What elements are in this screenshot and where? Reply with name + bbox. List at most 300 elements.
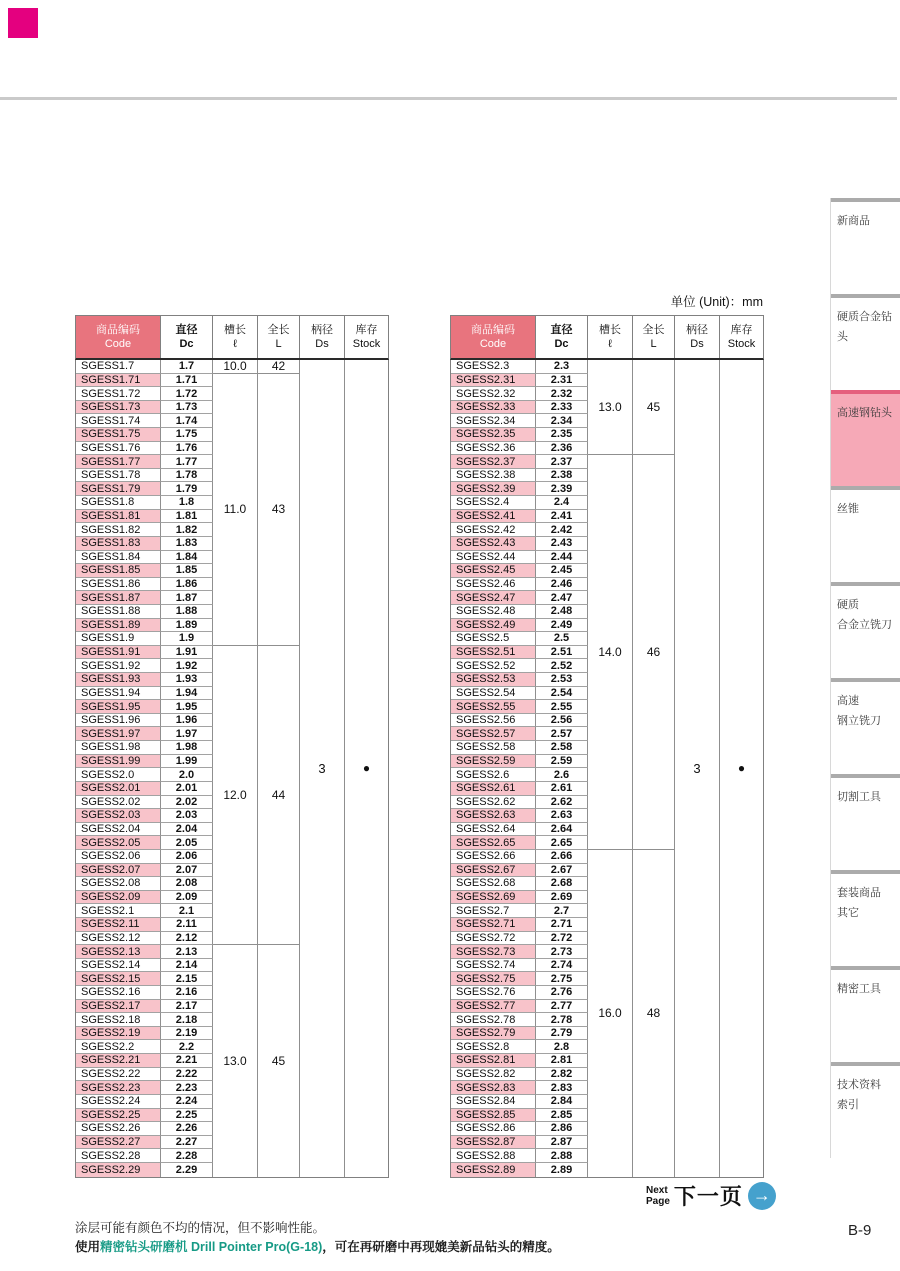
code-cell: SGESS2.59 — [451, 755, 536, 769]
diameter-cell: 2.39 — [536, 482, 588, 496]
diameter-cell: 2.73 — [536, 945, 588, 959]
diameter-cell: 2.44 — [536, 551, 588, 565]
diameter-cell: 2.22 — [161, 1068, 213, 1082]
diameter-cell: 2.21 — [161, 1054, 213, 1068]
code-cell: SGESS2.7 — [451, 904, 536, 918]
code-cell: SGESS2.72 — [451, 932, 536, 946]
overall-length-cell: 45 — [258, 945, 300, 1176]
sidebar-item-高速钢钻头[interactable] — [831, 390, 900, 486]
code-cell: SGESS2.21 — [76, 1054, 161, 1068]
diameter-cell: 2.65 — [536, 836, 588, 850]
flute-length-cell: 12.0 — [213, 646, 258, 945]
table-body — [450, 360, 764, 1178]
diameter-cell: 2.37 — [536, 455, 588, 469]
code-cell: SGESS2.8 — [451, 1040, 536, 1054]
diameter-cell: 2.07 — [161, 864, 213, 878]
code-cell: SGESS2.4 — [451, 496, 536, 510]
diameter-cell: 2.17 — [161, 1000, 213, 1014]
diameter-cell: 1.74 — [161, 414, 213, 428]
code-cell: SGESS2.29 — [76, 1163, 161, 1177]
code-cell: SGESS1.93 — [76, 673, 161, 687]
diameter-cell: 2.41 — [536, 510, 588, 524]
diameter-cell: 2.09 — [161, 891, 213, 905]
diameter-cell: 2.68 — [536, 877, 588, 891]
overall-length-cell: 48 — [633, 850, 675, 1177]
code-cell: SGESS2.63 — [451, 809, 536, 823]
stock-cell: ● — [362, 761, 371, 776]
diameter-cell: 2.14 — [161, 959, 213, 973]
diameter-cell: 2.62 — [536, 796, 588, 810]
code-cell: SGESS1.79 — [76, 482, 161, 496]
sidebar-item-label: 新商品 — [837, 215, 870, 227]
diameter-cell: 2.24 — [161, 1095, 213, 1109]
diameter-cell: 2.12 — [161, 932, 213, 946]
diameter-cell: 2.87 — [536, 1136, 588, 1150]
code-cell: SGESS2.16 — [76, 986, 161, 1000]
diameter-cell: 2.15 — [161, 972, 213, 986]
code-cell: SGESS2.6 — [451, 768, 536, 782]
category-sidebar — [830, 198, 900, 1158]
diameter-cell: 2.7 — [536, 904, 588, 918]
diameter-cell: 2.32 — [536, 387, 588, 401]
code-cell: SGESS1.98 — [76, 741, 161, 755]
code-cell: SGESS1.71 — [76, 374, 161, 388]
sidebar-item-label: 硬质 合金立铣刀 — [837, 599, 892, 631]
code-cell: SGESS2.84 — [451, 1095, 536, 1109]
code-cell: SGESS2.74 — [451, 959, 536, 973]
code-cell: SGESS2.86 — [451, 1122, 536, 1136]
diameter-cell: 1.7 — [161, 360, 213, 374]
diameter-cell: 1.92 — [161, 659, 213, 673]
diameter-cell: 2.34 — [536, 414, 588, 428]
sidebar-item-硬质合金钻头[interactable] — [831, 294, 900, 390]
diameter-cell: 2.48 — [536, 605, 588, 619]
arrow-right-icon: → — [752, 1185, 771, 1205]
code-cell: SGESS2.43 — [451, 537, 536, 551]
diameter-cell: 1.73 — [161, 401, 213, 415]
diameter-cell: 2.85 — [536, 1109, 588, 1123]
brand-mark — [8, 8, 38, 38]
diameter-cell: 2.3 — [536, 360, 588, 374]
diameter-cell: 1.88 — [161, 605, 213, 619]
diameter-cell: 2.79 — [536, 1027, 588, 1041]
diameter-cell: 1.8 — [161, 496, 213, 510]
column-header-overall-length: 全长 L — [258, 316, 300, 358]
diameter-cell: 2.36 — [536, 442, 588, 456]
diameter-cell: 2.88 — [536, 1149, 588, 1163]
diameter-cell: 2.27 — [161, 1136, 213, 1150]
diameter-cell: 2.51 — [536, 646, 588, 660]
diameter-cell: 2.5 — [536, 632, 588, 646]
code-cell: SGESS2.07 — [76, 864, 161, 878]
sidebar-item-精密工具[interactable] — [831, 966, 900, 1062]
code-cell: SGESS1.89 — [76, 619, 161, 633]
code-cell: SGESS2.2 — [76, 1040, 161, 1054]
diameter-cell: 2.67 — [536, 864, 588, 878]
diameter-cell: 1.96 — [161, 714, 213, 728]
code-cell: SGESS2.33 — [451, 401, 536, 415]
code-cell: SGESS2.49 — [451, 619, 536, 633]
overall-length-cell: 46 — [633, 455, 675, 850]
code-cell: SGESS1.75 — [76, 428, 161, 442]
sidebar-item-硬质合金立铣刀[interactable] — [831, 582, 900, 678]
column-header-dc: 直径 Dc — [161, 316, 213, 358]
column-header-code: 商品编码 Code — [451, 316, 536, 358]
diameter-cell: 2.29 — [161, 1163, 213, 1177]
code-cell: SGESS1.97 — [76, 727, 161, 741]
code-cell: SGESS2.17 — [76, 1000, 161, 1014]
footer-note-1: 涂层可能有颜色不均的情况，但不影响性能。 — [75, 1221, 326, 1235]
code-cell: SGESS2.09 — [76, 891, 161, 905]
code-cell: SGESS2.26 — [76, 1122, 161, 1136]
column-header-flute-length: 槽长 ℓ — [588, 316, 633, 358]
overall-length-cell: 44 — [258, 646, 300, 945]
code-cell: SGESS2.34 — [451, 414, 536, 428]
column-header-flute-length: 槽长 ℓ — [213, 316, 258, 358]
diameter-cell: 2.35 — [536, 428, 588, 442]
diameter-cell: 2.75 — [536, 972, 588, 986]
diameter-cell: 2.72 — [536, 932, 588, 946]
next-page-en-label: Next Page — [646, 1184, 670, 1207]
diameter-cell: 1.95 — [161, 700, 213, 714]
diameter-cell: 1.99 — [161, 755, 213, 769]
code-cell: SGESS2.62 — [451, 796, 536, 810]
code-cell: SGESS2.54 — [451, 687, 536, 701]
flute-length-cell: 10.0 — [213, 360, 258, 374]
flute-length-cell: 16.0 — [588, 850, 633, 1177]
code-cell: SGESS2.19 — [76, 1027, 161, 1041]
code-cell: SGESS2.3 — [451, 360, 536, 374]
code-cell: SGESS2.44 — [451, 551, 536, 565]
diameter-cell: 2.84 — [536, 1095, 588, 1109]
code-cell: SGESS2.52 — [451, 659, 536, 673]
diameter-cell: 1.91 — [161, 646, 213, 660]
code-cell: SGESS2.27 — [76, 1136, 161, 1150]
flute-length-cell: 11.0 — [213, 374, 258, 646]
column-header-shank-dia: 柄径 Ds — [300, 316, 345, 358]
code-cell: SGESS2.79 — [451, 1027, 536, 1041]
code-cell: SGESS2.47 — [451, 591, 536, 605]
code-cell: SGESS2.04 — [76, 823, 161, 837]
code-cell: SGESS2.57 — [451, 727, 536, 741]
code-cell: SGESS2.41 — [451, 510, 536, 524]
diameter-cell: 2.83 — [536, 1081, 588, 1095]
code-cell: SGESS1.86 — [76, 578, 161, 592]
sidebar-item-新商品[interactable] — [831, 198, 900, 294]
diameter-cell: 2.01 — [161, 782, 213, 796]
diameter-cell: 1.83 — [161, 537, 213, 551]
diameter-cell: 2.46 — [536, 578, 588, 592]
footer-notes — [75, 1219, 560, 1258]
code-cell: SGESS2.68 — [451, 877, 536, 891]
code-cell: SGESS2.23 — [76, 1081, 161, 1095]
code-cell: SGESS2.39 — [451, 482, 536, 496]
code-cell: SGESS1.84 — [76, 551, 161, 565]
code-cell: SGESS2.05 — [76, 836, 161, 850]
code-cell: SGESS2.61 — [451, 782, 536, 796]
diameter-cell: 2.23 — [161, 1081, 213, 1095]
code-cell: SGESS2.81 — [451, 1054, 536, 1068]
sidebar-item-label: 硬质合金钻头 — [837, 311, 892, 343]
code-cell: SGESS2.53 — [451, 673, 536, 687]
diameter-cell: 2.52 — [536, 659, 588, 673]
diameter-cell: 2.74 — [536, 959, 588, 973]
diameter-cell: 2.08 — [161, 877, 213, 891]
diameter-cell: 2.03 — [161, 809, 213, 823]
code-cell: SGESS2.58 — [451, 741, 536, 755]
code-cell: SGESS1.74 — [76, 414, 161, 428]
diameter-cell: 2.26 — [161, 1122, 213, 1136]
diameter-cell: 2.45 — [536, 564, 588, 578]
diameter-cell: 1.71 — [161, 374, 213, 388]
diameter-cell: 2.57 — [536, 727, 588, 741]
diameter-cell: 1.75 — [161, 428, 213, 442]
diameter-cell: 2.8 — [536, 1040, 588, 1054]
flute-length-cell: 14.0 — [588, 455, 633, 850]
diameter-cell: 1.79 — [161, 482, 213, 496]
diameter-cell: 1.93 — [161, 673, 213, 687]
code-cell: SGESS2.67 — [451, 864, 536, 878]
diameter-cell: 2.16 — [161, 986, 213, 1000]
sidebar-item-label: 套装商品 其它 — [837, 887, 881, 919]
sidebar-item-label: 技术资料 索引 — [837, 1079, 881, 1111]
code-cell: SGESS2.75 — [451, 972, 536, 986]
code-cell: SGESS1.82 — [76, 523, 161, 537]
diameter-cell: 2.31 — [536, 374, 588, 388]
code-cell: SGESS2.73 — [451, 945, 536, 959]
code-cell: SGESS2.0 — [76, 768, 161, 782]
code-cell: SGESS2.76 — [451, 986, 536, 1000]
code-cell: SGESS2.01 — [76, 782, 161, 796]
code-cell: SGESS2.64 — [451, 823, 536, 837]
code-cell: SGESS1.87 — [76, 591, 161, 605]
diameter-cell: 2.81 — [536, 1054, 588, 1068]
code-cell: SGESS2.45 — [451, 564, 536, 578]
diameter-cell: 2.43 — [536, 537, 588, 551]
code-cell: SGESS2.65 — [451, 836, 536, 850]
diameter-cell: 2.63 — [536, 809, 588, 823]
code-cell: SGESS1.72 — [76, 387, 161, 401]
diameter-cell: 2.13 — [161, 945, 213, 959]
code-cell: SGESS1.7 — [76, 360, 161, 374]
sidebar-item-label: 高速钢钻头 — [837, 407, 892, 419]
code-cell: SGESS1.99 — [76, 755, 161, 769]
code-cell: SGESS2.77 — [451, 1000, 536, 1014]
code-cell: SGESS2.25 — [76, 1109, 161, 1123]
diameter-cell: 2.77 — [536, 1000, 588, 1014]
stock-cell: ● — [737, 761, 746, 776]
diameter-cell: 2.89 — [536, 1163, 588, 1177]
diameter-cell: 1.97 — [161, 727, 213, 741]
code-cell: SGESS2.78 — [451, 1013, 536, 1027]
code-cell: SGESS2.5 — [451, 632, 536, 646]
diameter-cell: 1.9 — [161, 632, 213, 646]
code-cell: SGESS2.12 — [76, 932, 161, 946]
overall-length-cell: 43 — [258, 374, 300, 646]
unit-label: 单位 (Unit)：mm — [670, 295, 763, 309]
diameter-cell: 2.25 — [161, 1109, 213, 1123]
diameter-cell: 1.94 — [161, 687, 213, 701]
diameter-cell: 1.87 — [161, 591, 213, 605]
diameter-cell: 1.86 — [161, 578, 213, 592]
spec-table-right — [450, 315, 764, 1178]
code-cell: SGESS2.38 — [451, 469, 536, 483]
overall-length-cell: 42 — [258, 360, 300, 374]
footer-product-highlight: 精密钻头研磨机 Drill Pointer Pro(G-18) — [100, 1240, 323, 1255]
code-cell: SGESS2.15 — [76, 972, 161, 986]
code-cell: SGESS1.73 — [76, 401, 161, 415]
diameter-cell: 2.78 — [536, 1013, 588, 1027]
spec-table-left — [75, 315, 389, 1178]
sidebar-item-技术资料索引[interactable] — [831, 1062, 900, 1158]
diameter-cell: 2.11 — [161, 918, 213, 932]
code-cell: SGESS2.22 — [76, 1068, 161, 1082]
diameter-cell: 2.61 — [536, 782, 588, 796]
diameter-cell: 2.49 — [536, 619, 588, 633]
diameter-cell: 2.53 — [536, 673, 588, 687]
diameter-cell: 2.42 — [536, 523, 588, 537]
code-cell: SGESS2.14 — [76, 959, 161, 973]
code-cell: SGESS2.35 — [451, 428, 536, 442]
diameter-cell: 2.55 — [536, 700, 588, 714]
code-cell: SGESS1.83 — [76, 537, 161, 551]
diameter-cell: 2.04 — [161, 823, 213, 837]
table-header-row — [450, 315, 764, 360]
diameter-cell: 2.0 — [161, 768, 213, 782]
diameter-cell: 2.59 — [536, 755, 588, 769]
diameter-cell: 2.06 — [161, 850, 213, 864]
code-cell: SGESS2.42 — [451, 523, 536, 537]
code-cell: SGESS2.32 — [451, 387, 536, 401]
code-cell: SGESS2.36 — [451, 442, 536, 456]
code-cell: SGESS2.37 — [451, 455, 536, 469]
code-cell: SGESS1.85 — [76, 564, 161, 578]
diameter-cell: 2.19 — [161, 1027, 213, 1041]
diameter-cell: 1.98 — [161, 741, 213, 755]
code-cell: SGESS1.9 — [76, 632, 161, 646]
next-page-arrow-icon[interactable] — [748, 1182, 776, 1210]
code-cell: SGESS2.48 — [451, 605, 536, 619]
code-cell: SGESS2.66 — [451, 850, 536, 864]
diameter-cell: 1.81 — [161, 510, 213, 524]
code-cell: SGESS2.71 — [451, 918, 536, 932]
table-header-row — [75, 315, 389, 360]
column-header-stock: 库存 Stock — [352, 323, 381, 350]
code-cell: SGESS1.78 — [76, 469, 161, 483]
sidebar-item-高速钢立铣刀[interactable] — [831, 678, 900, 774]
code-cell: SGESS2.69 — [451, 891, 536, 905]
code-cell: SGESS2.28 — [76, 1149, 161, 1163]
footer-note-2: 使用精密钻头研磨机 Drill Pointer Pro(G-18)，可在再研磨中再现媲美新品钻头的精度。 — [75, 1240, 560, 1255]
diameter-cell: 1.76 — [161, 442, 213, 456]
shank-dia-cell: 3 — [300, 360, 345, 1177]
diameter-cell: 2.71 — [536, 918, 588, 932]
code-cell: SGESS1.95 — [76, 700, 161, 714]
code-cell: SGESS2.83 — [451, 1081, 536, 1095]
diameter-cell: 2.86 — [536, 1122, 588, 1136]
diameter-cell: 1.85 — [161, 564, 213, 578]
column-header-dc: 直径 Dc — [536, 316, 588, 358]
diameter-cell: 2.18 — [161, 1013, 213, 1027]
diameter-cell: 2.6 — [536, 768, 588, 782]
code-cell: SGESS1.81 — [76, 510, 161, 524]
diameter-cell: 2.82 — [536, 1068, 588, 1082]
code-cell: SGESS2.51 — [451, 646, 536, 660]
code-cell: SGESS1.88 — [76, 605, 161, 619]
code-cell: SGESS2.88 — [451, 1149, 536, 1163]
sidebar-item-丝锥[interactable] — [831, 486, 900, 582]
sidebar-item-套装商品其它[interactable] — [831, 870, 900, 966]
code-cell: SGESS2.85 — [451, 1109, 536, 1123]
code-cell: SGESS2.55 — [451, 700, 536, 714]
code-cell: SGESS1.94 — [76, 687, 161, 701]
sidebar-item-label: 精密工具 — [837, 983, 881, 995]
sidebar-item-label: 高速 钢立铣刀 — [837, 695, 881, 727]
code-cell: SGESS1.92 — [76, 659, 161, 673]
diameter-cell: 2.2 — [161, 1040, 213, 1054]
column-header-stock: 库存 Stock — [727, 323, 756, 350]
diameter-cell: 1.84 — [161, 551, 213, 565]
sidebar-item-label: 丝锥 — [837, 503, 859, 515]
code-cell: SGESS2.82 — [451, 1068, 536, 1082]
code-cell: SGESS2.02 — [76, 796, 161, 810]
header-divider — [0, 97, 897, 100]
code-cell: SGESS2.24 — [76, 1095, 161, 1109]
diameter-cell: 2.33 — [536, 401, 588, 415]
diameter-cell: 2.64 — [536, 823, 588, 837]
code-cell: SGESS2.13 — [76, 945, 161, 959]
column-header-code: 商品编码 Code — [76, 316, 161, 358]
diameter-cell: 2.54 — [536, 687, 588, 701]
diameter-cell: 2.56 — [536, 714, 588, 728]
sidebar-item-label: 切割工具 — [837, 791, 881, 803]
shank-dia-cell: 3 — [675, 360, 720, 1177]
code-cell: SGESS2.87 — [451, 1136, 536, 1150]
code-cell: SGESS2.46 — [451, 578, 536, 592]
diameter-cell: 1.72 — [161, 387, 213, 401]
code-cell: SGESS1.91 — [76, 646, 161, 660]
sidebar-item-切割工具[interactable] — [831, 774, 900, 870]
code-cell: SGESS2.1 — [76, 904, 161, 918]
diameter-cell: 1.82 — [161, 523, 213, 537]
diameter-cell: 2.1 — [161, 904, 213, 918]
column-header-shank-dia: 柄径 Ds — [675, 316, 720, 358]
diameter-cell: 2.28 — [161, 1149, 213, 1163]
flute-length-cell: 13.0 — [588, 360, 633, 455]
diameter-cell: 2.76 — [536, 986, 588, 1000]
table-body — [75, 360, 389, 1178]
diameter-cell: 1.78 — [161, 469, 213, 483]
diameter-cell: 2.4 — [536, 496, 588, 510]
code-cell: SGESS2.06 — [76, 850, 161, 864]
code-cell: SGESS2.03 — [76, 809, 161, 823]
diameter-cell: 1.77 — [161, 455, 213, 469]
code-cell: SGESS2.08 — [76, 877, 161, 891]
flute-length-cell: 13.0 — [213, 945, 258, 1176]
next-page-cn-label: 下一页 — [673, 1184, 743, 1209]
diameter-cell: 1.89 — [161, 619, 213, 633]
diameter-cell: 2.05 — [161, 836, 213, 850]
column-header-overall-length: 全长 L — [633, 316, 675, 358]
code-cell: SGESS2.56 — [451, 714, 536, 728]
diameter-cell: 2.69 — [536, 891, 588, 905]
diameter-cell: 2.66 — [536, 850, 588, 864]
next-page-button[interactable] — [646, 1180, 776, 1211]
code-cell: SGESS2.89 — [451, 1163, 536, 1177]
page-number: B-9 — [848, 1222, 872, 1239]
diameter-cell: 2.38 — [536, 469, 588, 483]
code-cell: SGESS1.77 — [76, 455, 161, 469]
